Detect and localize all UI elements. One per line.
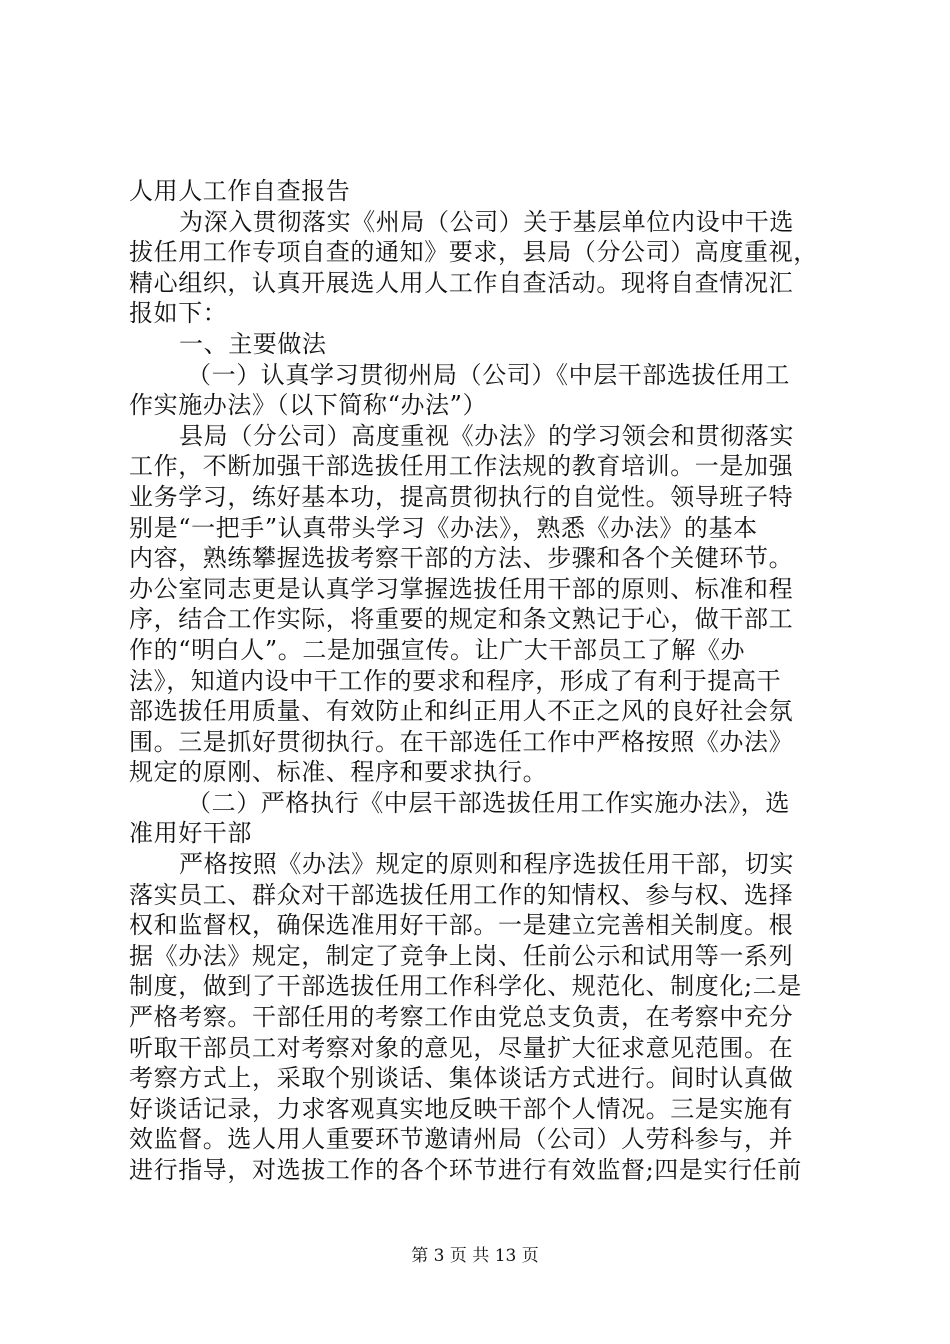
text-line: 进行指导，对选拔工作的各个环节进行有效监督;四是实行任前 [129,1156,802,1184]
document-title: 人用人工作自查报告 [129,177,351,205]
text-line: 规定的原刚、标准、程序和要求执行。 [129,758,548,787]
text-line: 办公室同志更是认真学习掌握选拔任用干部的原则、标准和程 [129,574,794,603]
text-line: 工作，不断加强干部选拔任用工作法规的教育培训。一是加强 [129,452,794,481]
text-line: 准用好干部 [129,819,252,848]
text-line: 报如下： [129,299,228,328]
text-line: 考察方式上，采取个别谈话、集体谈话方式进行。间时认真做 [129,1064,794,1093]
text-line: 严格考察。干部任用的考察工作由党总支负责，在考察中充分 [129,1003,794,1032]
text-line: （二）严格执行《中层干部选拔任用工作实施办法》，选 [187,788,790,817]
text-line: 权和监督权，确保选准用好干部。一是建立完善相关制度。根 [129,911,794,940]
text-line: 内容，熟练攀握选拔考察干部的方法、步骤和各个关健环节。 [129,544,794,573]
text-line: 作实施办法》（以下简称“办法”） [129,391,488,420]
text-line: 好谈话记录，力求客观真实地反映干部个人情况。三是实施有 [129,1094,794,1123]
page-footer: 第 3 页 共 13 页 [411,1246,539,1266]
document-body [129,176,831,1186]
text-line: 精心组织，认真开展选人用人工作自查活动。现将自查情况汇 [129,268,794,297]
text-line: 据《办法》规定，制定了竞争上岗、任前公示和试用等一系列 [129,941,794,970]
text-line: 作的“明白人”。二是加强宣传。让广大干部员工了解《办 [129,635,746,664]
text-line: 效监督。选人用人重要环节邀请州局（公司）人劳科参与，并 [129,1125,794,1154]
text-line: 制度，做到了干部选拔任用工作科学化、规范化、制度化;二是 [129,972,802,1001]
text-line: 县局（分公司）高度重视《办法》的学习领会和贯彻落实 [179,421,794,450]
text-line: 业务学习，练好基本功，提高贯彻执行的自觉性。领导班子特 [129,482,794,511]
text-line: 部选拔任用质量、有效防止和纠正用人不正之风的良好社会氛 [129,697,794,726]
text-line: 严格按照《办法》规定的原则和程序选拔任用干部，切实 [179,850,794,879]
text-line: 法》，知道内设中干工作的要求和程序，形成了有利于提高干 [129,666,782,695]
text-line: 为深入贯彻落实《州局（公司）关于基层单位内设中干选 [179,207,794,236]
text-line: 听取干部员工对考察对象的意见，尽量扩大征求意见范围。在 [129,1033,794,1062]
text-line: 围。三是抓好贯彻执行。在干部选任工作中严格按照《办法》 [129,727,794,756]
text-line: 序，结合工作实际，将重要的规定和条文熟记于心，做干部工 [129,605,794,634]
text-line: 一、主要做法 [179,329,327,358]
text-line: 拔任用工作专项自查的通知》要求，县局（分公司）高度重视， [129,238,818,267]
text-line: 别是“一把手”认真带头学习《办法》，熟悉《办法》的基本 [129,513,758,542]
text-line: （一）认真学习贯彻州局（公司）《中层干部选拔任用工 [187,360,790,389]
text-line: 落实员工、群众对干部选拔任用工作的知情权、参与权、选择 [129,880,794,909]
